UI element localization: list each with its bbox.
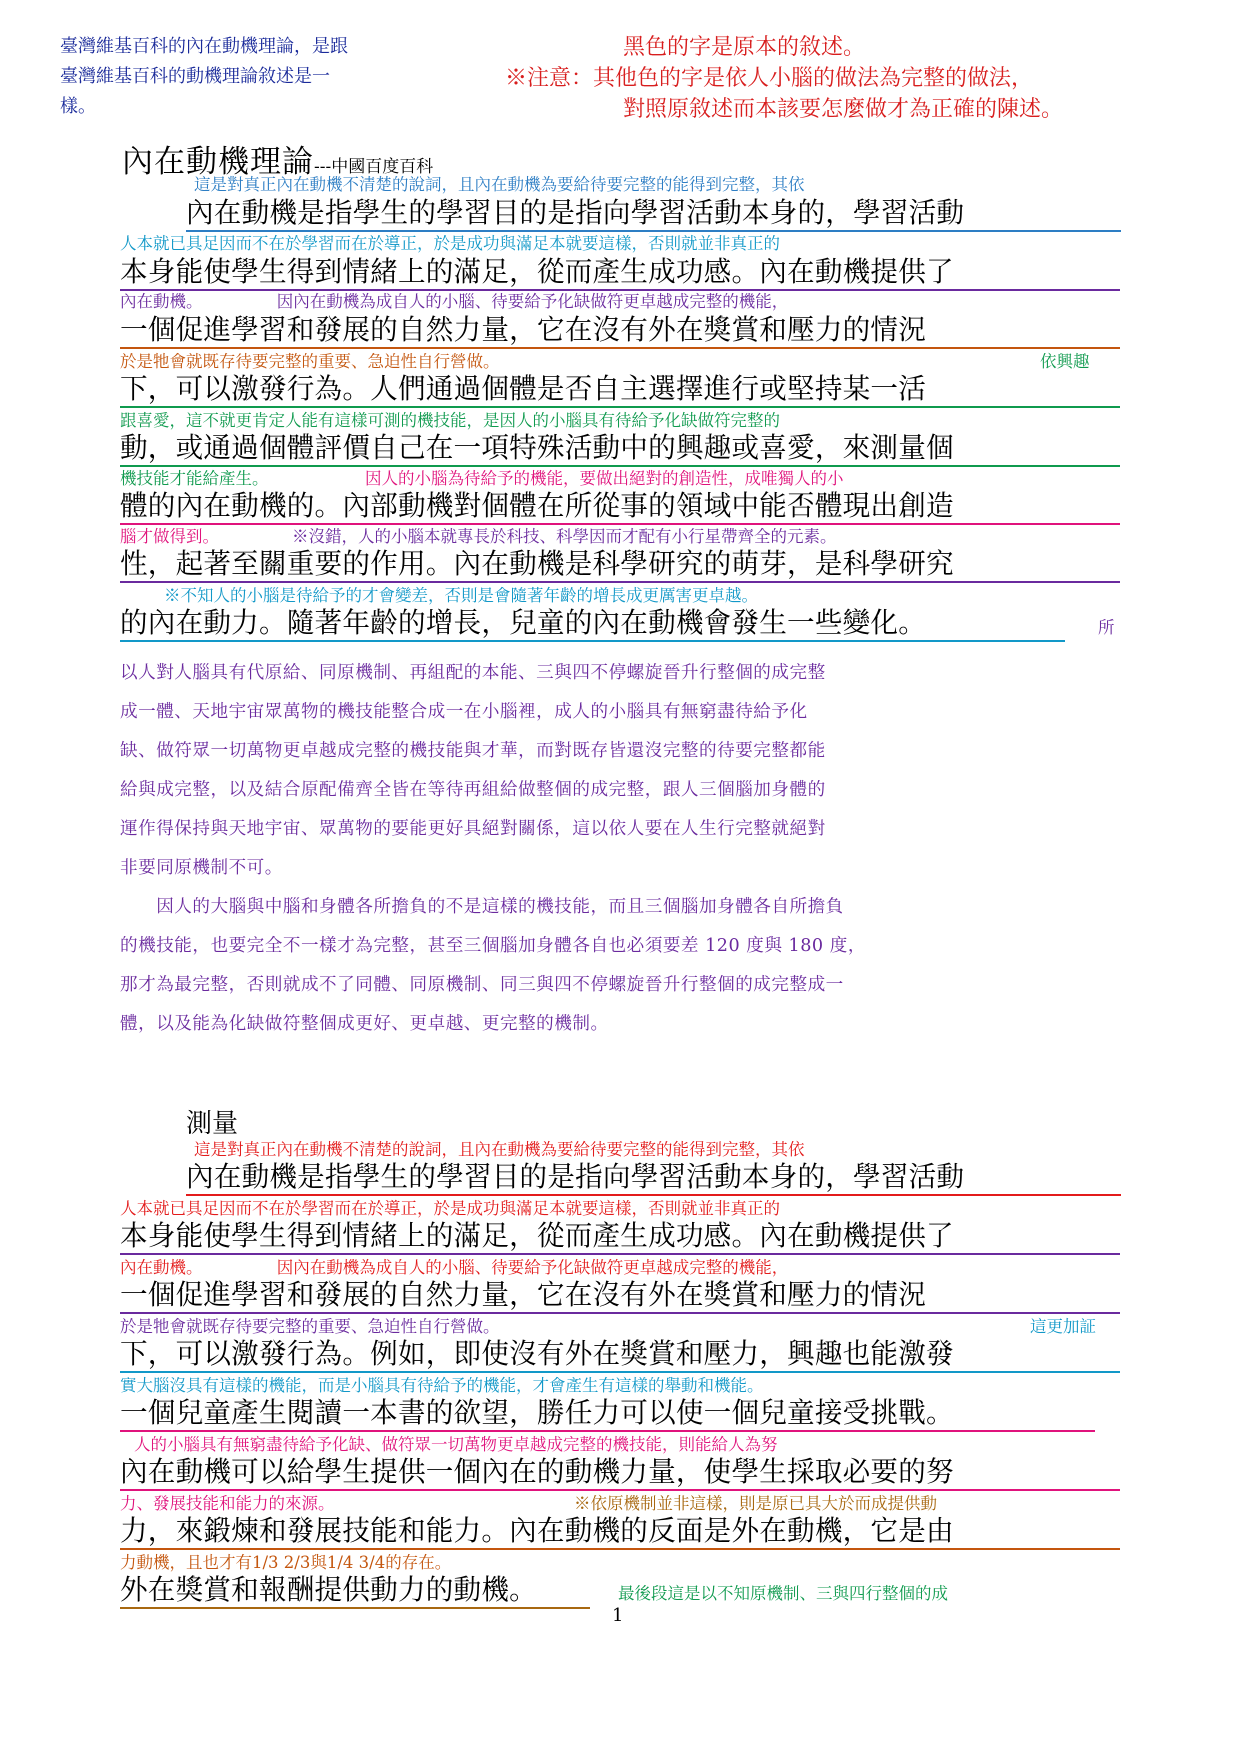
paragraph-line: 因人的大腦與中腦和身體各所擔負的不是這樣的機技能，而且三個腦加身體各自所擔負 [120,897,844,917]
underline [120,1430,1095,1432]
underline [120,640,1065,642]
title-source: ---中國百度百科 [314,157,434,177]
main-text-line: 內在動機是指學生的學習目的是指向學習活動本身的，學習活動 [186,1160,965,1193]
underline [120,1548,1120,1550]
main-text-line: 本身能使學生得到情緒上的滿足，從而產生成功感。內在動機提供了 [120,255,954,288]
main-text-line: 性，起著至關重要的作用。內在動機是科學研究的萌芽，是科學研究 [120,547,954,580]
paragraph-line: 成一體、天地宇宙眾萬物的機技能整合成一在小腦裡，成人的小腦具有無窮盡待給予化 [120,702,808,722]
main-text-line: 內在動機是指學生的學習目的是指向學習活動本身的，學習活動 [186,196,965,229]
underline [186,230,1121,232]
underline [120,1489,1120,1491]
annotation-line: ※不知人的小腦是待給予的才會變差，否則是會隨著年齡的增長成更厲害更卓越。 [164,586,758,605]
right-header-note [505,32,1205,125]
title-main: 內在動機理論 [122,144,314,180]
annotation-line: 內在動機。 因內在動機為成自人的小腦、待要給予化缺做符更卓越成完整的機能， [120,292,789,311]
annotation-line: 人的小腦具有無窮盡待給予化缺、做符眾一切萬物更卓越成完整的機技能，則能給人為努 [134,1435,778,1454]
annotation-line: 因人的小腦為待給予的機能，要做出絕對的創造性，成唯獨人的小 [365,469,844,488]
underline [120,406,1120,408]
paragraph-line: 的機技能，也要完全不一樣才為完整，甚至三個腦加身體各自也必須要差 120 度與 180 度， [120,936,866,956]
main-text-line: 力，來鍛煉和發展技能和能力。內在動機的反面是外在動機，它是由 [120,1514,954,1547]
underline [120,1371,1120,1373]
section-heading: 測量 [186,1109,239,1139]
main-text-line: 本身能使學生得到情緒上的滿足，從而產生成功感。內在動機提供了 [120,1219,954,1252]
main-text-line: 下，可以激發行為。例如，即使沒有外在獎賞和壓力，興趣也能激發 [120,1337,954,1370]
annotation-line: 依興趣 [1040,352,1090,371]
legend-line-3: 對照原敘述而本該要怎麼做才為正確的陳述。 [623,97,1064,122]
underline [120,465,1120,467]
main-text-line: 一個促進學習和發展的自然力量，它在沒有外在獎賞和壓力的情況 [120,1278,927,1311]
paragraph-2 [120,888,1120,1044]
underline [120,289,1120,291]
paragraph-line: 缺、做符眾一切萬物更卓越成完整的機技能與才華，而對既存皆還沒完整的待要完整都能 [120,741,826,761]
paragraph-line: 體，以及能為化缺做符整個成更好、更卓越、更完整的機制。 [120,1014,609,1034]
annotation-line: 機技能才能給產生。 [120,469,269,488]
main-text-line: 的內在動力。隨著年齡的增長，兒童的內在動機會發生一些變化。 [120,606,927,639]
continuation-text: 所 [1098,618,1115,637]
main-text-line: 動，或通過個體評價自己在一項特殊活動中的興趣或喜愛，來測量個 [120,431,954,464]
underline [120,347,1120,349]
left-header-note: 臺灣維基百科的內在動機理論，是跟臺灣維基百科的動機理論敘述是一樣。 [60,36,348,117]
underline [186,1194,1121,1196]
paragraph-line: 給與成完整，以及結合原配備齊全皆在等待再組給做整個的成完整，跟人三個腦加身體的 [120,780,826,800]
legend-line-1: 黑色的字是原本的敘述。 [623,35,866,60]
page-number: 1 [612,1605,624,1626]
main-text-line: 一個促進學習和發展的自然力量，它在沒有外在獎賞和壓力的情況 [120,313,927,346]
main-text-line: 外在獎賞和報酬提供動力的動機。 [120,1573,537,1606]
annotation-line: 內在動機。 因內在動機為成自人的小腦、待要給予化缺做符更卓越成完整的機能， [120,1258,789,1277]
annotation-line: 跟喜愛，這不就更肯定人能有這樣可測的機技能，是因人的小腦具有待給予化缺做符完整的 [120,411,780,430]
underline [120,1607,590,1609]
underline [120,523,1120,525]
annotation-line: 這更加証 [1030,1317,1096,1336]
main-text-line: 一個兒童產生閱讀一本書的欲望，勝任力可以使一個兒童接受挑戰。 [120,1396,954,1429]
underline [120,581,1120,583]
main-text-line: 體的內在動機的。內部動機對個體在所從事的領域中能否體現出創造 [120,489,954,522]
annotation-line: 這是對真正內在動機不清楚的說詞，且內在動機為要給待要完整的能得到完整，其依 [194,175,805,194]
annotation-line: 這是對真正內在動機不清楚的說詞，且內在動機為要給待要完整的能得到完整，其依 [194,1140,805,1159]
continuation-text: 最後段這是以不知原機制、三與四行整個的成 [618,1584,948,1603]
underline [120,1312,1120,1314]
annotation-line: 人本就已具足因而不在於學習而在於導正，於是成功與滿足本就要這樣，否則就並非真正的 [120,234,780,253]
main-text-line: 內在動機可以給學生提供一個內在的動機力量，使學生採取必要的努 [120,1455,954,1488]
paragraph-line: 非要同原機制不可。 [120,858,283,878]
annotation-line: 於是牠會就既存待要完整的重要、急迫性自行營做。 [120,1317,500,1336]
annotation-line: 人本就已具足因而不在於學習而在於導正，於是成功與滿足本就要這樣，否則就並非真正的 [120,1199,780,1218]
paragraph-1 [120,654,1120,888]
annotation-line: 腦才做得到。 [120,527,219,546]
annotation-line: 力、發展技能和能力的來源。 [120,1494,335,1513]
annotation-line: 於是牠會就既存待要完整的重要、急迫性自行營做。 [120,352,500,371]
annotation-line: ※沒錯，人的小腦本就專長於科技、科學因而才配有小行星帶齊全的元素。 [292,527,837,546]
annotation-line: 力動機，且也才有1/3 2/3與1/4 3/4的存在。 [120,1553,452,1572]
main-text-line: 下，可以激發行為。人們通過個體是否自主選擇進行或堅持某一活 [120,372,927,405]
paragraph-line: 以人對人腦具有代原給、同原機制、再組配的本能、三與四不停螺旋晉升行整個的成完整 [120,663,826,683]
annotation-line: ※依原機制並非這樣，則是原已具大於而成提供動 [574,1494,937,1513]
legend-line-2: ※注意：其他色的字是依人小腦的做法為完整的做法， [505,66,1034,91]
underline [120,1253,1120,1255]
paragraph-line: 那才為最完整，否則就成不了同體、同原機制、同三與四不停螺旋晉升行整個的成完整成一 [120,975,844,995]
annotation-line: 實大腦沒具有這樣的機能，而是小腦具有待給予的機能，才會產生有這樣的舉動和機能。 [120,1376,764,1395]
paragraph-line: 運作得保持與天地宇宙、眾萬物的要能更好具絕對關係，這以依人要在人生行完整就絕對 [120,819,826,839]
